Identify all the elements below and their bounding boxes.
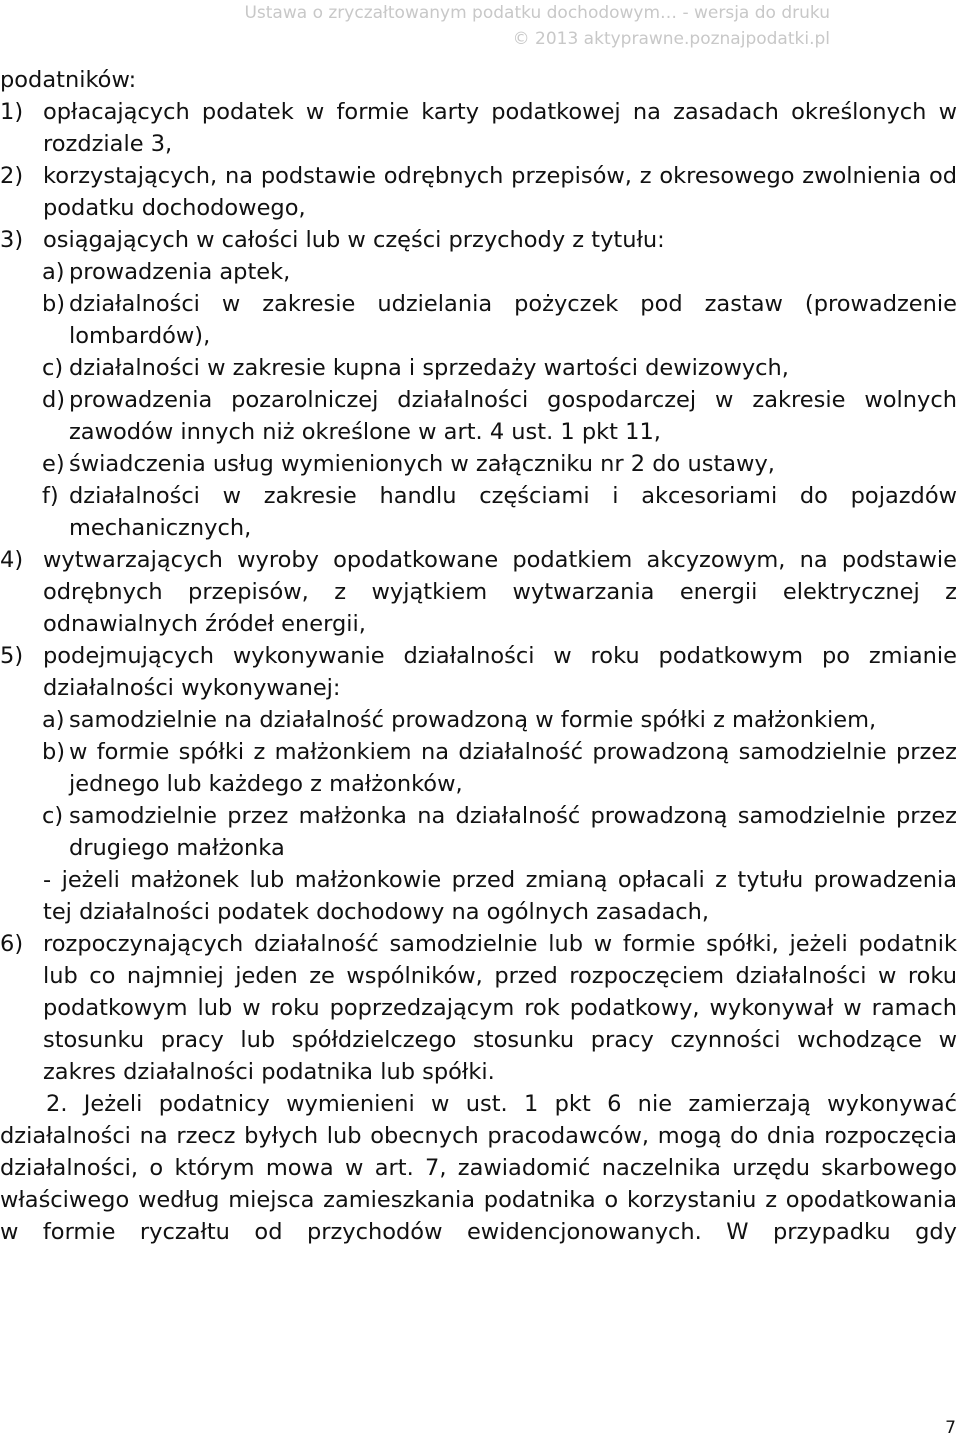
sub-item-letter: b) xyxy=(42,739,66,765)
document-body xyxy=(0,64,957,1248)
sub-item-text: działalności w zakresie udzielania pożyczek pod zastaw (prowadzenie lombardów), xyxy=(69,291,957,349)
header-document-title: Ustawa o zryczałtowanym podatku dochodowym… - wersja do druku xyxy=(244,3,830,23)
sub-item-text: w formie spółki z małżonkiem na działalność prowadzoną samodzielnie przez jednego lub każdego z małżonków, xyxy=(69,739,957,797)
sub-item-letter: a) xyxy=(42,259,65,285)
sub-item-3f xyxy=(0,480,957,544)
item-number: 5) xyxy=(0,643,24,669)
sub-item-3d xyxy=(0,384,957,448)
sub-item-letter: d) xyxy=(42,387,66,413)
sub-item-3c xyxy=(0,352,957,384)
page-header xyxy=(130,0,830,52)
sub-item-letter: c) xyxy=(42,355,64,381)
list-item-2 xyxy=(0,160,957,224)
item-number: 4) xyxy=(0,547,24,573)
sub-item-letter: b) xyxy=(42,291,66,317)
item-text: rozpoczynających działalność samodzielnie lub w formie spółki, jeżeli podatnik lub co najmniej jeden ze wspólników, przed rozpoczęciem działalności w roku podatkowym lub w roku poprzedzającym rok podatkowy, wykonywał w ramach stosunku pracy lub spółdzielczego stosunku pracy czynności wchodzące w zakres działalności podatnika lub spółki. xyxy=(43,931,957,1085)
list-item-6 xyxy=(0,928,957,1088)
sub-item-3b xyxy=(0,288,957,352)
item-number: 6) xyxy=(0,931,24,957)
list-item-5 xyxy=(0,640,957,704)
list-item-3 xyxy=(0,224,957,256)
sub-item-letter: c) xyxy=(42,803,64,829)
sub-item-letter: f) xyxy=(42,483,59,509)
intro-line: podatników: xyxy=(0,67,137,93)
sub-item-text: samodzielnie przez małżonka na działalność prowadzoną samodzielnie przez drugiego małżonka xyxy=(69,803,957,861)
sub-item-5c xyxy=(0,800,957,864)
item-text: korzystających, na podstawie odrębnych przepisów, z okresowego zwolnienia od podatku dochodowego, xyxy=(43,163,957,221)
sub-item-3a xyxy=(0,256,957,288)
sub-item-5a xyxy=(0,704,957,736)
item-text: podejmujących wykonywanie działalności w roku podatkowym po zmianie działalności wykonywanej: xyxy=(43,643,957,701)
sub-item-5b xyxy=(0,736,957,800)
item-number: 3) xyxy=(0,227,24,253)
sub-item-letter: e) xyxy=(42,451,65,477)
header-copyright: © 2013 aktyprawne.poznajpodatki.pl xyxy=(512,29,830,49)
item-text: wytwarzających wyroby opodatkowane podatkiem akcyzowym, na podstawie odrębnych przepisów, z wyjątkiem wytwarzania energii elektrycznej z odnawialnych źródeł energii, xyxy=(43,547,957,637)
paragraph-2: 2. Jeżeli podatnicy wymienieni w ust. 1 pkt 6 nie zamierzają wykonywać działalności na rzecz byłych lub obecnych pracodawców, mogą do dnia rozpoczęcia działalności, o którym mowa w art. 7, zawiadomić naczelnika urzędu skarbowego właściwego według miejsca zamieszkania podatnika o korzystaniu z opodatkowania w formie ryczałtu od przychodów ewidencjonowanych. W przypadku gdy xyxy=(0,1091,957,1245)
item-number: 1) xyxy=(0,99,24,125)
sub-item-letter: a) xyxy=(42,707,65,733)
list-item-1 xyxy=(0,96,957,160)
sub-item-text: świadczenia usług wymienionych w załączniku nr 2 do ustawy, xyxy=(69,451,775,477)
sub-item-text: prowadzenia pozarolniczej działalności gospodarczej w zakresie wolnych zawodów innych niż określone w art. 4 ust. 1 pkt 11, xyxy=(69,387,957,445)
item-text: osiągających w całości lub w części przychody z tytułu: xyxy=(43,227,665,253)
sub-item-3e xyxy=(0,448,957,480)
item-5-dash-clause: - jeżeli małżonek lub małżonkowie przed zmianą opłacali z tytułu prowadzenia tej działalności podatek dochodowy na ogólnych zasadach, xyxy=(43,867,957,925)
sub-item-text: prowadzenia aptek, xyxy=(69,259,291,285)
sub-item-text: działalności w zakresie handlu częściami i akcesoriami do pojazdów mechanicznych, xyxy=(69,483,957,541)
item-number: 2) xyxy=(0,163,24,189)
item-text: opłacających podatek w formie karty podatkowej na zasadach określonych w rozdziale 3, xyxy=(43,99,957,157)
page-number: 7 xyxy=(945,1418,956,1438)
sub-item-text: działalności w zakresie kupna i sprzedaży wartości dewizowych, xyxy=(69,355,789,381)
list-item-4 xyxy=(0,544,957,640)
sub-item-text: samodzielnie na działalność prowadzoną w formie spółki z małżonkiem, xyxy=(69,707,877,733)
